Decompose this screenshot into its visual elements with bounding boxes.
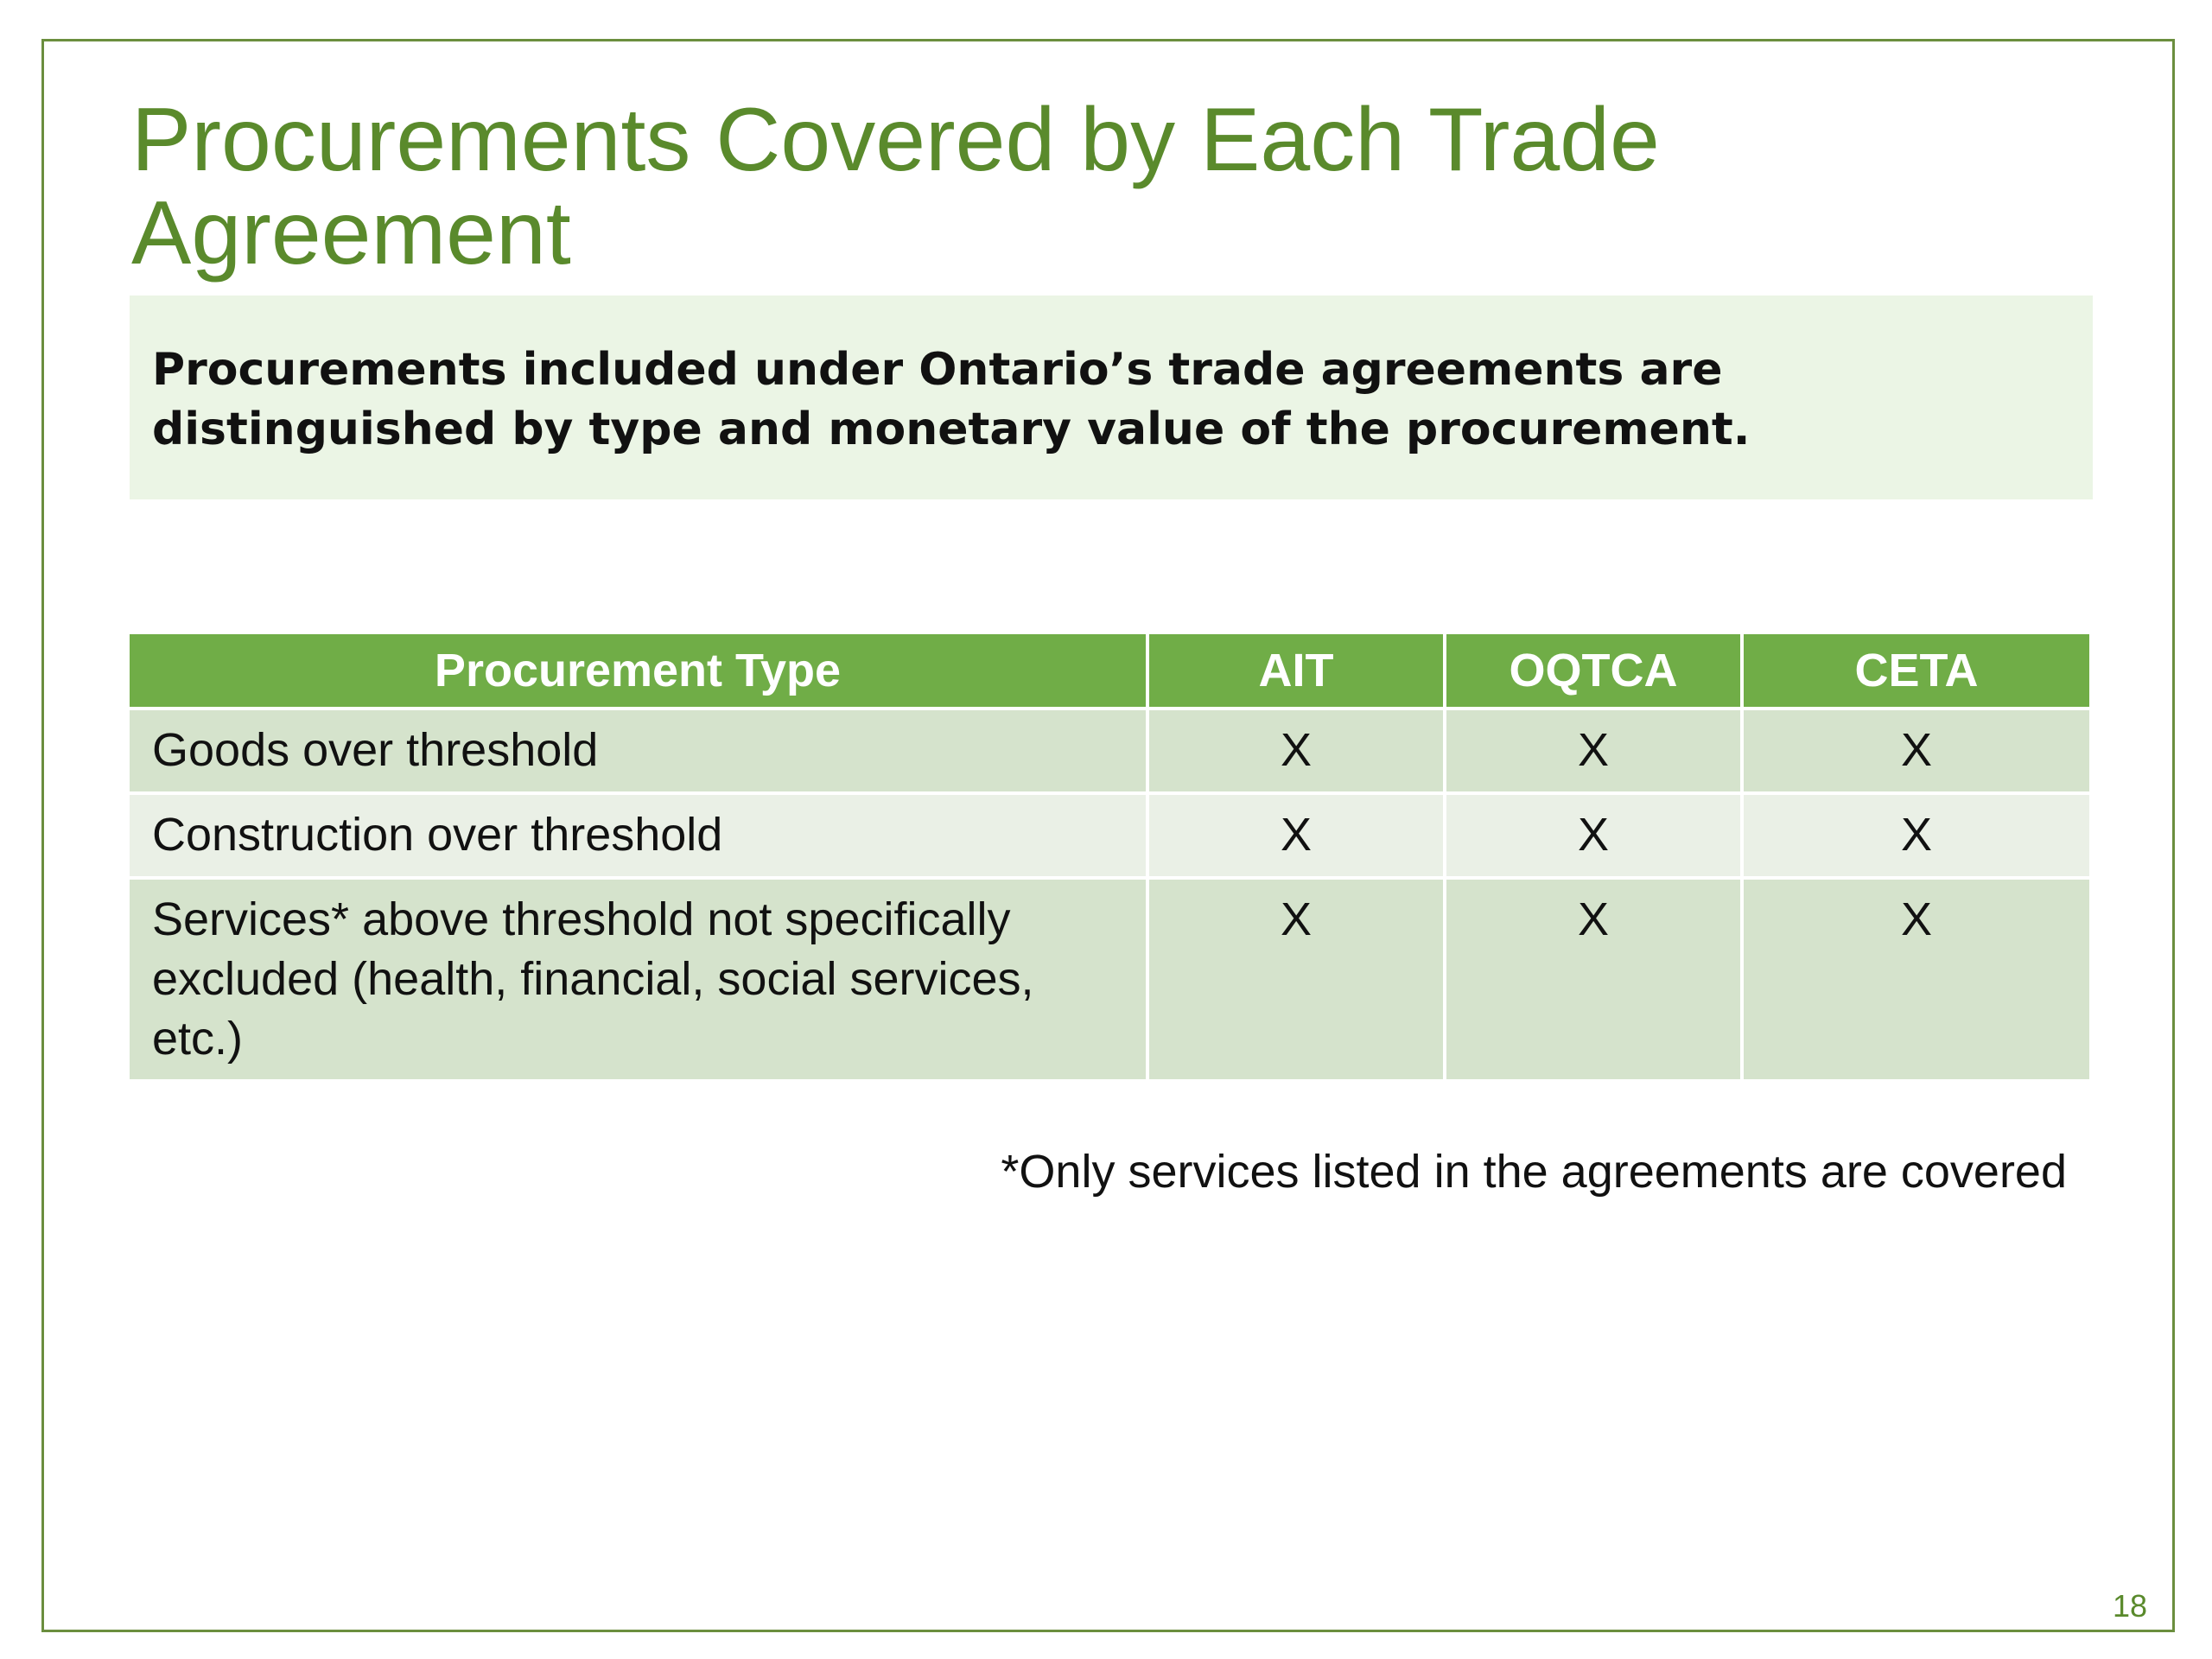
- page-number: 18: [2112, 1588, 2147, 1624]
- footnote: *Only services listed in the agreements are covered: [1001, 1146, 2067, 1198]
- ait-cell: X: [1149, 710, 1443, 791]
- header-ceta: CETA: [1744, 634, 2089, 707]
- table-header-row: [130, 634, 2089, 707]
- slide-title: Procurements Covered by Each Trade Agreement: [131, 90, 1660, 283]
- header-oqtca: OQTCA: [1446, 634, 1740, 707]
- ceta-cell: X: [1744, 880, 2089, 1079]
- procurement-type-cell: Construction over threshold: [130, 795, 1146, 876]
- ceta-cell: X: [1744, 795, 2089, 876]
- oqtca-cell: X: [1446, 795, 1740, 876]
- callout-box: [130, 296, 2093, 499]
- table-row: [130, 880, 2089, 1079]
- ait-cell: X: [1149, 880, 1443, 1079]
- header-procurement-type: Procurement Type: [130, 634, 1146, 707]
- ait-cell: X: [1149, 795, 1443, 876]
- table-row: [130, 795, 2089, 876]
- oqtca-cell: X: [1446, 880, 1740, 1079]
- procurement-type-cell: Services* above threshold not specifically excluded (health, financial, social services, etc.): [130, 880, 1146, 1079]
- header-ait: AIT: [1149, 634, 1443, 707]
- table-row: [130, 710, 2089, 791]
- coverage-table: [126, 631, 2093, 1083]
- callout-text: Procurements included under Ontario’s trade agreements are distinguished by type and monetary value of the procurement.: [152, 344, 1751, 455]
- oqtca-cell: X: [1446, 710, 1740, 791]
- procurement-type-cell: Goods over threshold: [130, 710, 1146, 791]
- ceta-cell: X: [1744, 710, 2089, 791]
